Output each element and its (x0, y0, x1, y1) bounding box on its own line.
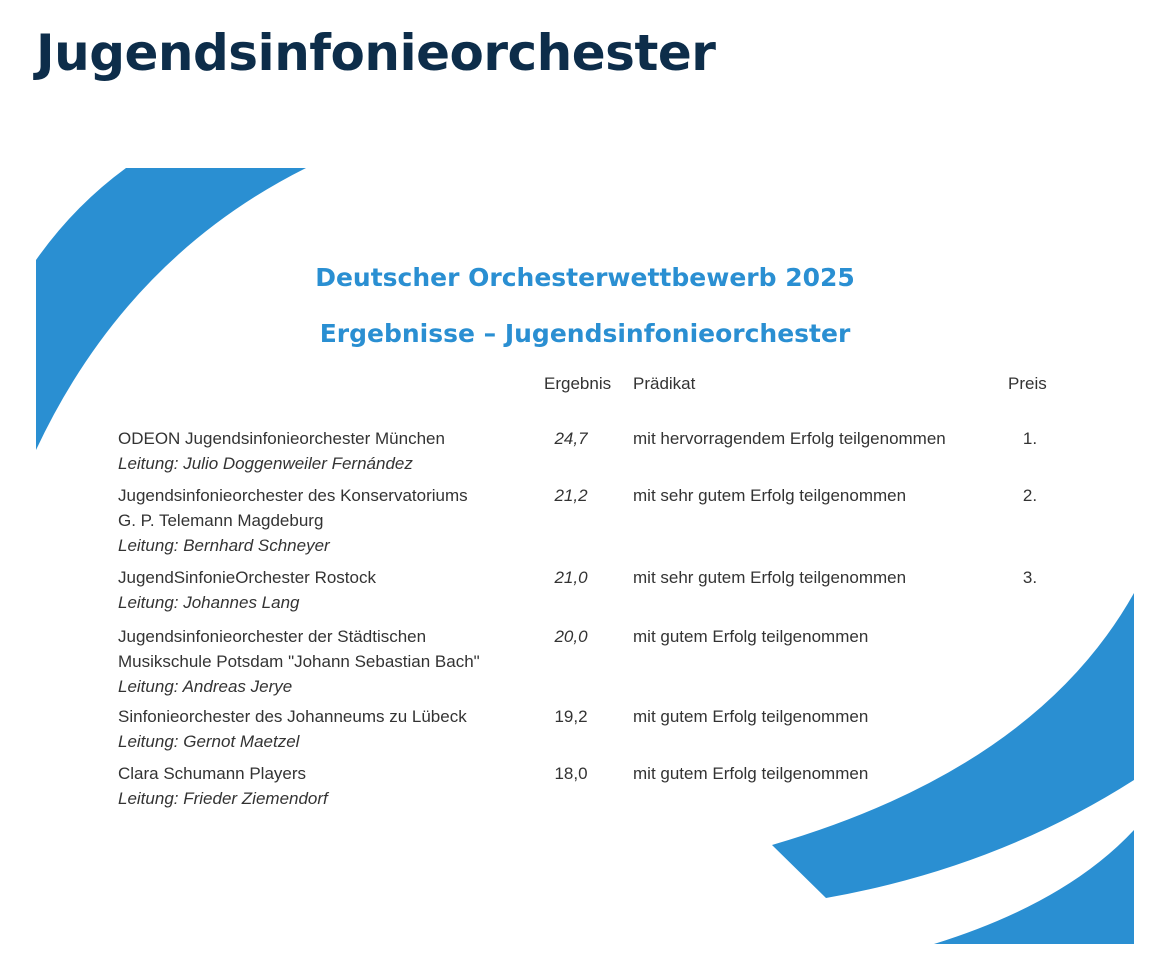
orchestra-name-line: Clara Schumann Players (118, 764, 307, 783)
conductor-line: Leitung: Gernot Maetzel (118, 732, 300, 751)
orchestra-cell (118, 761, 328, 811)
rating-cell: mit gutem Erfolg teilgenommen (633, 764, 869, 783)
document-subheading: Ergebnisse – Jugendsinfonieorchester (319, 319, 851, 348)
rating-cell: mit gutem Erfolg teilgenommen (633, 707, 869, 726)
orchestra-cell (118, 624, 480, 699)
top-left-swoosh (36, 168, 306, 450)
score-cell: 21,0 (554, 568, 588, 587)
conductor-line: Leitung: Johannes Lang (118, 593, 300, 612)
conductor-line: Leitung: Bernhard Schneyer (118, 536, 330, 555)
column-header-preis: Preis (1008, 374, 1047, 393)
prize-cell: 1. (1022, 429, 1038, 448)
rating-cell: mit sehr gutem Erfolg teilgenommen (633, 568, 907, 587)
score-cell: 24,7 (554, 429, 588, 448)
orchestra-cell (118, 483, 468, 558)
orchestra-cell (118, 565, 376, 615)
conductor-line: Leitung: Julio Doggenweiler Fernández (118, 454, 413, 473)
orchestra-name-line: Jugendsinfonieorchester des Konservatoriums (118, 486, 468, 505)
prize-cell: 2. (1022, 486, 1038, 505)
orchestra-name-line: G. P. Telemann Magdeburg (118, 511, 324, 530)
rating-cell: mit hervorragendem Erfolg teilgenommen (633, 429, 946, 448)
orchestra-name-line: Sinfonieorchester des Johanneums zu Lübeck (118, 707, 467, 726)
orchestra-cell (118, 426, 445, 476)
score-cell: 20,0 (554, 627, 588, 646)
conductor-line: Leitung: Frieder Ziemendorf (118, 789, 328, 808)
score-cell: 21,2 (554, 486, 588, 505)
results-document-image (36, 168, 1134, 944)
rating-cell: mit sehr gutem Erfolg teilgenommen (633, 486, 907, 505)
orchestra-name-line: ODEON Jugendsinfonieorchester München (118, 429, 445, 448)
column-header-praedikat: Prädikat (633, 374, 696, 393)
column-header-ergebnis: Ergebnis (544, 374, 612, 393)
page-title: Jugendsinfonieorchester (36, 24, 716, 82)
conductor-line: Leitung: Andreas Jerye (118, 677, 293, 696)
orchestra-cell (118, 704, 467, 754)
rating-cell: mit gutem Erfolg teilgenommen (633, 627, 869, 646)
orchestra-name-line: Musikschule Potsdam "Johann Sebastian Bach" (118, 652, 480, 671)
orchestra-name-line: JugendSinfonieOrchester Rostock (118, 568, 376, 587)
score-cell: 18,0 (554, 764, 588, 783)
score-cell: 19,2 (554, 707, 588, 726)
prize-cell: 3. (1022, 568, 1038, 587)
document-heading: Deutscher Orchesterwettbewerb 2025 (315, 263, 855, 292)
orchestra-name-line: Jugendsinfonieorchester der Städtischen (118, 627, 427, 646)
